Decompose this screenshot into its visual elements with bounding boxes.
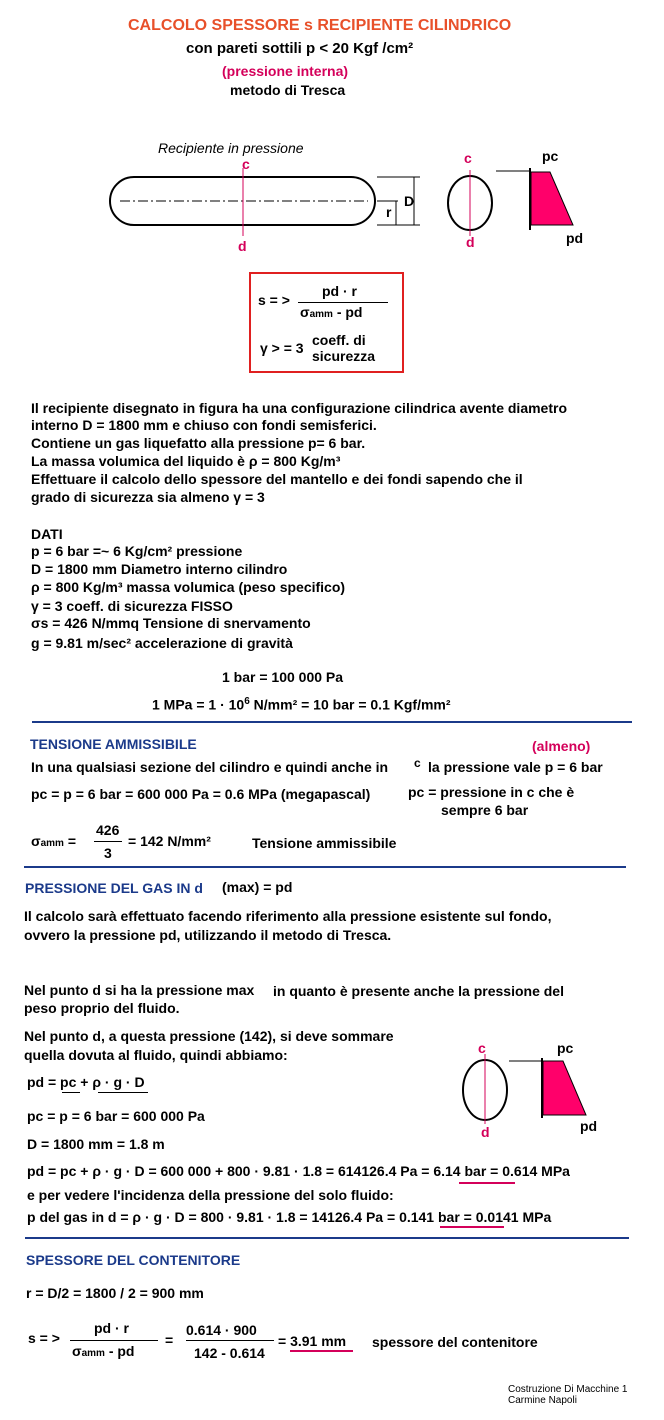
fig1-label-pc: pc xyxy=(542,148,559,164)
section-heading-pressione: PRESSIONE DEL GAS IN d xyxy=(25,880,203,896)
eq4-b: 6.14 bar xyxy=(433,1163,487,1179)
sigma-result: = 142 N/mm² xyxy=(128,833,211,849)
spessore-underline xyxy=(290,1350,353,1352)
page-subtitle: con pareti sottili p < 20 Kgf /cm² xyxy=(186,40,414,57)
spessore-fraction-line-2 xyxy=(186,1340,274,1341)
dati-line: σs = 426 N/mmq Tensione di snervamento xyxy=(31,615,311,631)
sigma-subscript: amm xyxy=(40,838,64,849)
page-title: CALCOLO SPESSORE s RECIPIENTE CILINDRICO xyxy=(128,17,512,34)
pressione-paragraph-2c: peso proprio del fluido. xyxy=(24,1000,180,1016)
pressione-paragraph-3b: quella dovuta al fluido, quindi abbiamo: xyxy=(24,1047,288,1063)
problem-line: grado di sicurezza sia almeno γ = 3 xyxy=(31,489,265,505)
fig2-label-d: d xyxy=(481,1124,490,1140)
eq-D: D = 1800 mm = 1.8 m xyxy=(27,1136,165,1152)
eq6-a: p del gas in d = ρ · g · D = 800 · 9.81 · 1.8 = 14126.4 Pa = xyxy=(27,1209,396,1225)
sigma-subscript: amm xyxy=(81,1348,105,1359)
tensione-line-b: la pressione vale p = 6 bar xyxy=(428,759,603,775)
eq-pc: pc = p = 6 bar = 600 000 Pa xyxy=(27,1108,205,1124)
fig2-label-pd: pd xyxy=(580,1118,598,1134)
pressione-paragraph-1b: ovvero la pressione pd, utilizzando il metodo di Tresca. xyxy=(24,927,392,943)
fig1-label-d: d xyxy=(238,238,247,254)
spessore-result: = 3.91 mm xyxy=(278,1333,347,1349)
tensione-line-c: c xyxy=(414,756,421,770)
pressure-type: (pressione interna) xyxy=(222,63,349,79)
footer-course: Costruzione Di Macchine 1 xyxy=(508,1384,628,1395)
pc-line: pc = p = 6 bar = 600 000 Pa = 0.6 MPa (megapascal) xyxy=(31,786,371,802)
sigma-label: Tensione ammissibile xyxy=(252,835,397,851)
coef-line-2: sicurezza xyxy=(312,348,376,364)
eq6-b: 0.141 bar xyxy=(399,1209,460,1225)
conv2-exp: 6 xyxy=(244,696,250,707)
eq4-c: = 0.614 MPa xyxy=(490,1163,570,1179)
problem-line: Effettuare il calcolo dello spessore del mantello e dei fondi sapendo che il xyxy=(31,471,523,487)
problem-line: La massa volumica del liquido è ρ = 800 Kg/m³ xyxy=(31,453,341,469)
sigma-denominator: 3 xyxy=(104,845,112,861)
fig1b-label-c: c xyxy=(464,150,472,166)
dati-line: g = 9.81 m/sec² accelerazione di gravità xyxy=(31,635,293,651)
section-heading-tensione: TENSIONE AMMISSIBILE xyxy=(30,736,197,752)
method-label: metodo di Tresca xyxy=(230,82,346,98)
pressione-max: (max) = pd xyxy=(222,879,293,895)
spessore-lhs: s = > xyxy=(28,1330,60,1346)
sigma-subscript: amm xyxy=(309,309,333,320)
spessore-num1: pd · r xyxy=(94,1320,129,1336)
den1-tail: - pd xyxy=(108,1343,135,1359)
pressione-paragraph-1: Il calcolo sarà effettuato facendo riferimento alla pressione esistente sul fondo, xyxy=(24,908,552,924)
sigma-symbol: σ xyxy=(300,304,310,320)
spessore-den2: 142 - 0.614 xyxy=(194,1345,265,1361)
fig1b-label-d: d xyxy=(466,234,475,250)
pc-note-2: sempre 6 bar xyxy=(441,802,529,818)
spessore-num2: 0.614 · 900 xyxy=(186,1322,257,1338)
fig2-label-pc: pc xyxy=(557,1040,574,1056)
problem-line: interno D = 1800 mm e chiuso con fondi semisferici. xyxy=(31,417,377,433)
gamma-condition: γ > = 3 xyxy=(260,340,304,356)
dati-heading: DATI xyxy=(31,526,63,542)
conv2-a: 1 MPa = 1 · 10 xyxy=(152,696,245,713)
den-tail: - pd xyxy=(336,304,363,320)
formula-numerator: pd · r xyxy=(322,283,357,299)
fig2-label-c: c xyxy=(478,1040,486,1056)
r-line: r = D/2 = 1800 / 2 = 900 mm xyxy=(26,1285,204,1301)
spessore-den1 xyxy=(72,1343,134,1359)
dati-line: ρ = 800 Kg/m³ massa volumica (peso specifico) xyxy=(31,579,346,595)
section-heading-spessore: SPESSORE DEL CONTENITORE xyxy=(26,1252,241,1268)
section-divider xyxy=(25,1237,629,1239)
pressione-paragraph-2b: in quanto è presente anche la pressione del xyxy=(273,983,564,999)
problem-line: Il recipiente disegnato in figura ha una configurazione cilindrica avente diametro xyxy=(31,400,567,416)
footer-author: Carmine Napoli xyxy=(508,1395,577,1406)
dati-line: p = 6 bar =~ 6 Kg/cm² pressione xyxy=(31,543,243,559)
eq-fluid-intro: e per vedere l'incidenza della pressione del solo fluido: xyxy=(27,1187,394,1203)
spessore-fraction-line-1 xyxy=(70,1340,158,1341)
dati-line: γ = 3 coeff. di sicurezza FISSO xyxy=(31,598,233,614)
coef-line-1: coeff. di xyxy=(312,332,366,348)
eq6-c: = 0.0141 MPa xyxy=(463,1209,552,1225)
fig1-label-pd: pd xyxy=(566,230,584,246)
fig1-label-c: c xyxy=(242,156,250,172)
dati-line: D = 1800 mm Diametro interno cilindro xyxy=(31,561,288,577)
pressione-paragraph-2a: Nel punto d si ha la pressione max xyxy=(24,982,255,998)
figure-caption: Recipiente in pressione xyxy=(158,140,304,156)
problem-line: Contiene un gas liquefatto alla pressione p= 6 bar. xyxy=(31,435,366,451)
sigma-numerator: 426 xyxy=(96,822,120,838)
eq-pd: pd = pc + ρ · g · D xyxy=(27,1074,145,1090)
pc-note-1: pc = pressione in c che è xyxy=(408,784,575,800)
conv2-b: N/mm² = 10 bar = 0.1 Kgf/mm² xyxy=(249,696,451,713)
fig1-label-r: r xyxy=(386,204,392,220)
formula-lhs: s = > xyxy=(258,292,290,308)
tensione-line-a: In una qualsiasi sezione del cilindro e quindi anche in xyxy=(31,759,389,775)
fig1-label-D: D xyxy=(404,193,415,209)
sigma-symbol: σ xyxy=(72,1343,82,1359)
almeno-label: (almeno) xyxy=(532,738,591,754)
conversion-bar: 1 bar = 100 000 Pa xyxy=(222,669,344,685)
spessore-label: spessore del contenitore xyxy=(372,1334,538,1350)
pressione-paragraph-3a: Nel punto d, a questa pressione (142), si deve sommare xyxy=(24,1028,394,1044)
equals: = xyxy=(67,833,77,849)
eq4-a: pd = pc + ρ · g · D = 600 000 + 800 · 9.81 · 1.8 = 614126.4 Pa = xyxy=(27,1163,430,1179)
spessore-eq: = xyxy=(165,1332,174,1348)
sigma-symbol: σ xyxy=(31,833,41,849)
